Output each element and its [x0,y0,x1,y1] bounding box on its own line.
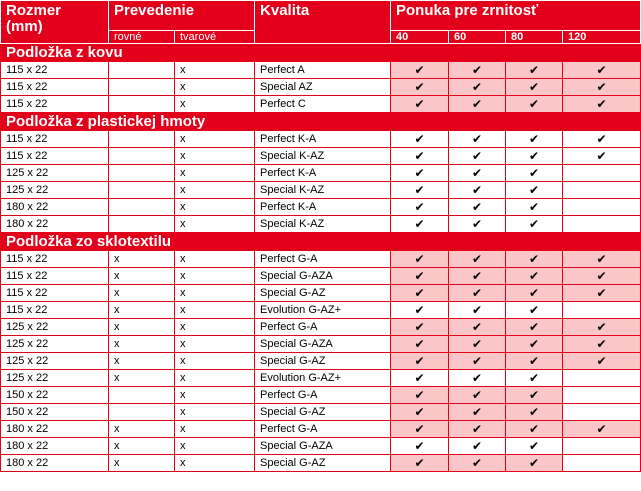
check-icon: ✔ [414,337,425,351]
check-icon: ✔ [471,269,483,283]
table-row [1,62,641,79]
section-header-row [1,233,641,251]
grit-60-cell [449,353,506,370]
quality-cell: Perfect G-A [255,387,391,404]
shaped-cell: x [175,370,255,387]
quality-cell: Perfect K-A [255,165,391,182]
grit-40-cell [391,455,449,472]
check-icon: ✔ [471,286,483,300]
grit-80-cell [506,251,563,268]
grit-120-cell [563,62,641,79]
grit-40-cell [391,404,449,421]
quality-cell: Special G-AZA [255,268,391,285]
check-icon: ✔ [471,371,483,385]
check-icon: ✔ [528,166,540,180]
grit-60-cell [449,182,506,199]
check-icon: ✔ [471,354,483,368]
shaped-cell: x [175,387,255,404]
grit-120-cell [563,319,641,336]
shaped-cell: x [175,353,255,370]
check-icon: ✔ [471,217,483,231]
grit-60-cell [449,387,506,404]
shaped-cell: x [175,319,255,336]
grit-80-cell [506,353,563,370]
grit-80-cell [506,268,563,285]
table-row [1,96,641,113]
header-row [1,1,641,31]
section-title: Podložka z kovu [1,44,641,62]
grit-60-cell [449,336,506,353]
size-cell: 115 x 22 [1,79,109,96]
size-cell: 150 x 22 [1,404,109,421]
check-icon: ✔ [471,97,483,111]
quality-cell: Special K-AZ [255,182,391,199]
quality-cell: Special G-AZA [255,336,391,353]
shaped-cell: x [175,182,255,199]
table-row [1,404,641,421]
grit-120-header: 120 [563,31,641,44]
table-row [1,387,641,404]
check-icon: ✔ [596,269,607,283]
check-icon: ✔ [596,320,607,334]
grit-120-cell [563,353,641,370]
size-cell: 180 x 22 [1,455,109,472]
grit-60-cell [449,302,506,319]
check-icon: ✔ [528,252,540,266]
variant-flat-header: rovné [109,31,175,44]
grit-40-cell [391,387,449,404]
shaped-cell: x [175,199,255,216]
grit-80-cell [506,199,563,216]
shaped-cell: x [175,455,255,472]
check-icon: ✔ [596,354,607,368]
check-icon: ✔ [471,422,483,436]
grit-40-cell [391,79,449,96]
quality-cell: Special K-AZ [255,216,391,233]
grit-60-cell [449,268,506,285]
shaped-cell: x [175,421,255,438]
size-cell: 125 x 22 [1,319,109,336]
flat-cell: x [109,251,175,268]
table-row [1,182,641,199]
grit-120-cell [563,438,641,455]
check-icon: ✔ [471,149,483,163]
grit-40-cell [391,216,449,233]
check-icon: ✔ [471,337,483,351]
grit-120-cell [563,421,641,438]
table-row [1,216,641,233]
grit-80-cell [506,387,563,404]
size-cell: 115 x 22 [1,251,109,268]
table-row [1,438,641,455]
shaped-cell: x [175,268,255,285]
grit-80-cell [506,131,563,148]
check-icon: ✔ [528,63,540,77]
grit-60-cell [449,62,506,79]
flat-cell [109,62,175,79]
flat-cell: x [109,336,175,353]
grit-120-cell [563,336,641,353]
grit-80-cell [506,404,563,421]
grit-80-cell [506,302,563,319]
size-header-line1: Rozmer [6,2,62,19]
quality-cell: Evolution G-AZ+ [255,302,391,319]
table-row [1,165,641,182]
section-header-row [1,113,641,131]
variant-shaped-header: tvarové [175,31,255,44]
grit-60-cell [449,131,506,148]
check-icon: ✔ [471,439,483,453]
grit-60-cell [449,79,506,96]
check-icon: ✔ [471,63,483,77]
grit-60-cell [449,370,506,387]
grit-40-cell [391,96,449,113]
size-cell: 115 x 22 [1,131,109,148]
grit-120-cell [563,216,641,233]
size-cell: 115 x 22 [1,302,109,319]
size-cell: 125 x 22 [1,370,109,387]
table-row [1,268,641,285]
size-cell: 180 x 22 [1,421,109,438]
table-row [1,199,641,216]
grit-60-cell [449,199,506,216]
table-row [1,370,641,387]
table-row [1,455,641,472]
flat-cell: x [109,455,175,472]
section-title: Podložka zo sklotextilu [1,233,641,251]
size-cell: 125 x 22 [1,336,109,353]
check-icon: ✔ [596,80,607,94]
check-icon: ✔ [528,97,540,111]
check-icon: ✔ [414,371,425,385]
shaped-cell: x [175,62,255,79]
quality-header: Kvalita [255,1,391,44]
grit-120-cell [563,165,641,182]
flat-cell: x [109,353,175,370]
shaped-cell: x [175,79,255,96]
grit-80-header: 80 [506,31,563,44]
grit-120-cell [563,182,641,199]
size-cell: 115 x 22 [1,62,109,79]
check-icon: ✔ [414,217,425,231]
flat-cell: x [109,438,175,455]
grit-40-cell [391,302,449,319]
table-row [1,336,641,353]
shaped-cell: x [175,96,255,113]
check-icon: ✔ [471,320,483,334]
check-icon: ✔ [528,456,540,470]
grit-80-cell [506,216,563,233]
check-icon: ✔ [414,456,425,470]
grit-40-cell [391,353,449,370]
grit-60-cell [449,285,506,302]
grit-80-cell [506,319,563,336]
grit-40-cell [391,251,449,268]
size-header-line2: (mm) [6,18,43,35]
shaped-cell: x [175,251,255,268]
grit-60-cell [449,404,506,421]
grit-80-cell [506,62,563,79]
table-row [1,319,641,336]
check-icon: ✔ [471,252,483,266]
table-row [1,353,641,370]
check-icon: ✔ [471,166,483,180]
quality-cell: Special G-AZ [255,285,391,302]
table-row [1,251,641,268]
check-icon: ✔ [528,132,540,146]
check-icon: ✔ [528,439,540,453]
shaped-cell: x [175,438,255,455]
size-cell: 125 x 22 [1,182,109,199]
check-icon: ✔ [528,183,540,197]
check-icon: ✔ [528,200,540,214]
size-cell: 180 x 22 [1,199,109,216]
size-cell: 125 x 22 [1,165,109,182]
check-icon: ✔ [414,354,425,368]
table-row [1,285,641,302]
grit-80-cell [506,421,563,438]
check-icon: ✔ [471,388,483,402]
grit-80-cell [506,455,563,472]
check-icon: ✔ [414,132,425,146]
grit-80-cell [506,438,563,455]
quality-cell: Perfect K-A [255,131,391,148]
check-icon: ✔ [528,371,540,385]
flat-cell [109,182,175,199]
grit-120-cell [563,79,641,96]
grit-120-cell [563,387,641,404]
size-cell: 115 x 22 [1,285,109,302]
check-icon: ✔ [596,63,607,77]
grit-40-cell [391,336,449,353]
quality-cell: Evolution G-AZ+ [255,370,391,387]
quality-cell: Perfect G-A [255,251,391,268]
table-row [1,79,641,96]
check-icon: ✔ [471,456,483,470]
section-header-row [1,44,641,62]
check-icon: ✔ [414,303,425,317]
check-icon: ✔ [414,388,425,402]
grit-80-cell [506,165,563,182]
grit-120-cell [563,285,641,302]
check-icon: ✔ [596,337,607,351]
grit-60-cell [449,421,506,438]
check-icon: ✔ [528,80,540,94]
size-cell: 115 x 22 [1,96,109,113]
flat-cell: x [109,285,175,302]
check-icon: ✔ [528,286,540,300]
flat-cell: x [109,319,175,336]
shaped-cell: x [175,302,255,319]
shaped-cell: x [175,165,255,182]
size-cell: 150 x 22 [1,387,109,404]
grit-120-cell [563,455,641,472]
quality-cell: Special K-AZ [255,148,391,165]
size-cell: 115 x 22 [1,268,109,285]
check-icon: ✔ [528,217,540,231]
size-cell: 115 x 22 [1,148,109,165]
check-icon: ✔ [596,422,607,436]
check-icon: ✔ [414,269,425,283]
flat-cell [109,404,175,421]
grit-40-cell [391,165,449,182]
grit-40-cell [391,199,449,216]
grit-120-cell [563,251,641,268]
grit-120-cell [563,404,641,421]
grit-80-cell [506,336,563,353]
variant-header: Prevedenie [109,1,255,31]
check-icon: ✔ [596,286,607,300]
shaped-cell: x [175,216,255,233]
check-icon: ✔ [528,149,540,163]
grit-120-cell [563,148,641,165]
check-icon: ✔ [414,63,425,77]
grit-80-cell [506,148,563,165]
flat-cell: x [109,302,175,319]
grit-60-cell [449,455,506,472]
grit-120-cell [563,370,641,387]
grit-40-header: 40 [391,31,449,44]
shaped-cell: x [175,336,255,353]
size-cell: 125 x 22 [1,353,109,370]
shaped-cell: x [175,285,255,302]
check-icon: ✔ [414,252,425,266]
grit-60-cell [449,165,506,182]
table-row [1,148,641,165]
grit-80-cell [506,285,563,302]
check-icon: ✔ [414,166,425,180]
check-icon: ✔ [414,183,425,197]
grit-60-cell [449,148,506,165]
check-icon: ✔ [414,149,425,163]
quality-cell: Special G-AZ [255,353,391,370]
grit-40-cell [391,182,449,199]
grit-60-cell [449,251,506,268]
check-icon: ✔ [471,183,483,197]
quality-cell: Special G-AZ [255,404,391,421]
grit-80-cell [506,370,563,387]
quality-cell: Perfect G-A [255,421,391,438]
grit-120-cell [563,131,641,148]
table-row [1,302,641,319]
grit-60-cell [449,319,506,336]
quality-cell: Special G-AZA [255,438,391,455]
flat-cell [109,96,175,113]
grit-120-cell [563,199,641,216]
check-icon: ✔ [414,80,425,94]
size-cell: 180 x 22 [1,438,109,455]
flat-cell [109,387,175,404]
flat-cell [109,131,175,148]
grit-40-cell [391,62,449,79]
check-icon: ✔ [528,337,540,351]
check-icon: ✔ [414,439,425,453]
check-icon: ✔ [414,422,425,436]
grit-40-cell [391,268,449,285]
grit-40-cell [391,148,449,165]
flat-cell [109,199,175,216]
check-icon: ✔ [528,422,540,436]
check-icon: ✔ [528,320,540,334]
grit-40-cell [391,370,449,387]
check-icon: ✔ [528,354,540,368]
grit-40-cell [391,131,449,148]
check-icon: ✔ [471,405,483,419]
check-icon: ✔ [596,97,607,111]
flat-cell [109,148,175,165]
shaped-cell: x [175,404,255,421]
shaped-cell: x [175,131,255,148]
grit-60-header: 60 [449,31,506,44]
flat-cell [109,216,175,233]
check-icon: ✔ [596,132,607,146]
flat-cell: x [109,421,175,438]
grit-40-cell [391,421,449,438]
grit-40-cell [391,438,449,455]
flat-cell [109,79,175,96]
quality-cell: Special G-AZ [255,455,391,472]
check-icon: ✔ [528,405,540,419]
check-icon: ✔ [414,405,425,419]
check-icon: ✔ [596,252,607,266]
grit-60-cell [449,96,506,113]
quality-cell: Perfect A [255,62,391,79]
check-icon: ✔ [528,303,540,317]
flat-cell [109,165,175,182]
flat-cell: x [109,370,175,387]
grit-60-cell [449,438,506,455]
check-icon: ✔ [528,388,540,402]
check-icon: ✔ [414,200,425,214]
check-icon: ✔ [471,80,483,94]
check-icon: ✔ [414,320,425,334]
grit-40-cell [391,319,449,336]
quality-cell: Perfect G-A [255,319,391,336]
check-icon: ✔ [471,132,483,146]
quality-cell: Special AZ [255,79,391,96]
quality-cell: Perfect K-A [255,199,391,216]
grit-60-cell [449,216,506,233]
check-icon: ✔ [414,286,425,300]
check-icon: ✔ [471,200,483,214]
flat-cell: x [109,268,175,285]
size-cell: 180 x 22 [1,216,109,233]
table-row [1,131,641,148]
grit-80-cell [506,96,563,113]
grit-120-cell [563,268,641,285]
check-icon: ✔ [596,149,607,163]
grit-40-cell [391,285,449,302]
quality-cell: Perfect C [255,96,391,113]
check-icon: ✔ [471,303,483,317]
section-title: Podložka z plastickej hmoty [1,113,641,131]
check-icon: ✔ [528,269,540,283]
grit-header: Ponuka pre zrnitosť [391,1,641,31]
grit-120-cell [563,96,641,113]
grit-80-cell [506,182,563,199]
grit-120-cell [563,302,641,319]
table-row [1,421,641,438]
grit-80-cell [506,79,563,96]
check-icon: ✔ [414,97,425,111]
shaped-cell: x [175,148,255,165]
size-header [1,1,109,44]
